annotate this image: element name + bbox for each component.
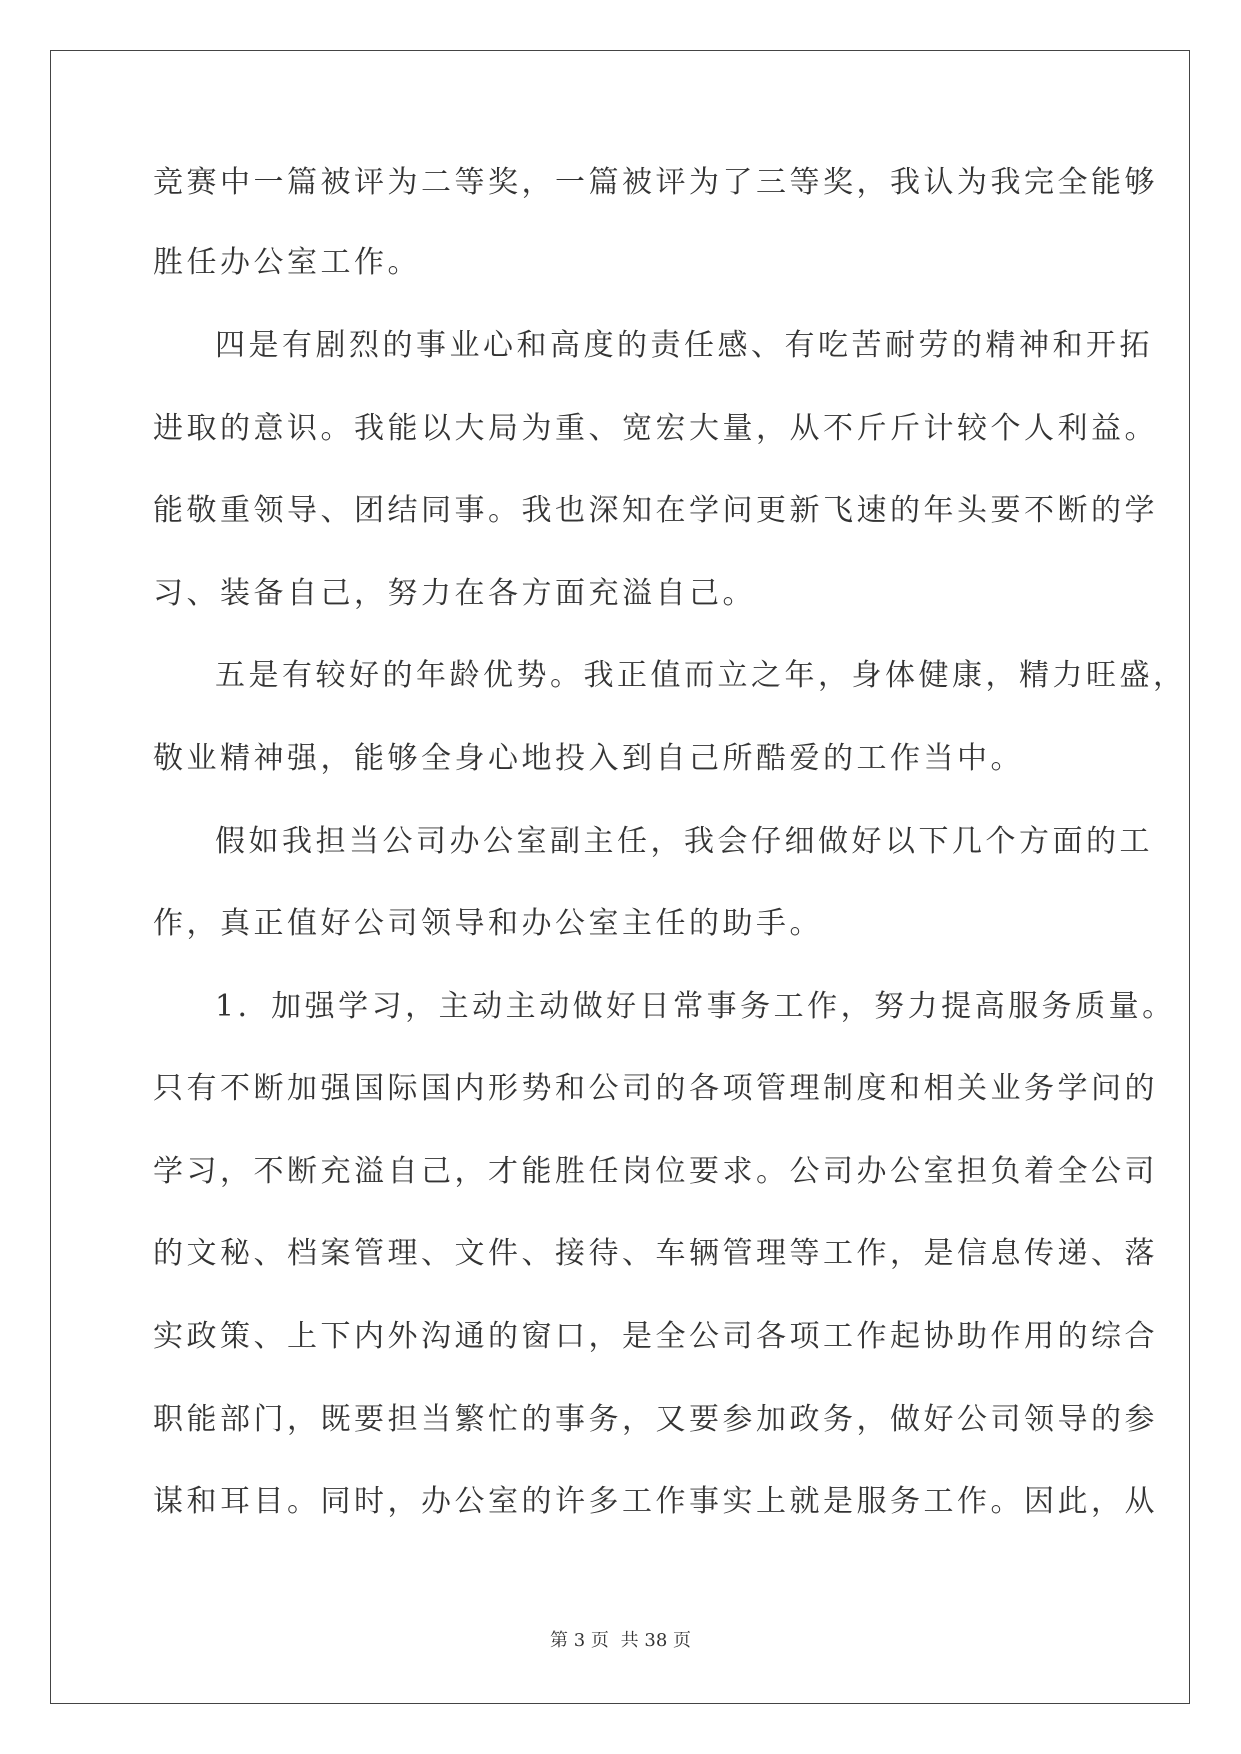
body-line: 进取的意识。我能以大局为重、宽宏大量，从不斤斤计较个人利益。	[153, 411, 1158, 446]
body-line: 敬业精神强，能够全身心地投入到自己所酷爱的工作当中。	[153, 741, 1024, 776]
body-line: 能敬重领导、团结同事。我也深知在学问更新飞速的年头要不断的学	[153, 493, 1158, 528]
body-line: 作，真正值好公司领导和办公室主任的助手。	[153, 906, 823, 941]
body-line: 职能部门，既要担当繁忙的事务，又要参加政务，做好公司领导的参	[153, 1402, 1158, 1437]
body-line: 学习，不断充溢自己，才能胜任岗位要求。公司办公室担负着全公司	[153, 1154, 1158, 1189]
body-line: 只有不断加强国际国内形势和公司的各项管理制度和相关业务学问的	[153, 1071, 1158, 1106]
body-line: 实政策、上下内外沟通的窗口，是全公司各项工作起协助作用的综合	[153, 1319, 1158, 1354]
body-line: 的文秘、档案管理、文件、接待、车辆管理等工作，是信息传递、落	[153, 1236, 1158, 1271]
page-border	[50, 50, 1190, 1704]
page-number: 第 3 页	[550, 1630, 609, 1651]
paragraph-start-line: 五是有较好的年龄优势。我正值而立之年，身体健康，精力旺盛，	[215, 658, 1187, 693]
body-line: 竞赛中一篇被评为二等奖，一篇被评为了三等奖，我认为我完全能够	[153, 165, 1158, 200]
total-pages: 共 38 页	[620, 1630, 691, 1651]
body-line: 谋和耳目。同时，办公室的许多工作事实上就是服务工作。因此，从	[153, 1484, 1158, 1519]
body-line: 胜任办公室工作。	[153, 245, 421, 280]
body-line: 习、装备自己，努力在各方面充溢自己。	[153, 576, 756, 611]
paragraph-start-line: 1．加强学习，主动主动做好日常事务工作，努力提高服务质量。	[215, 989, 1176, 1024]
paragraph-start-line: 假如我担当公司办公室副主任，我会仔细做好以下几个方面的工	[215, 824, 1153, 859]
page-footer	[0, 1626, 1241, 1652]
paragraph-start-line: 四是有剧烈的事业心和高度的责任感、有吃苦耐劳的精神和开拓	[215, 328, 1153, 363]
